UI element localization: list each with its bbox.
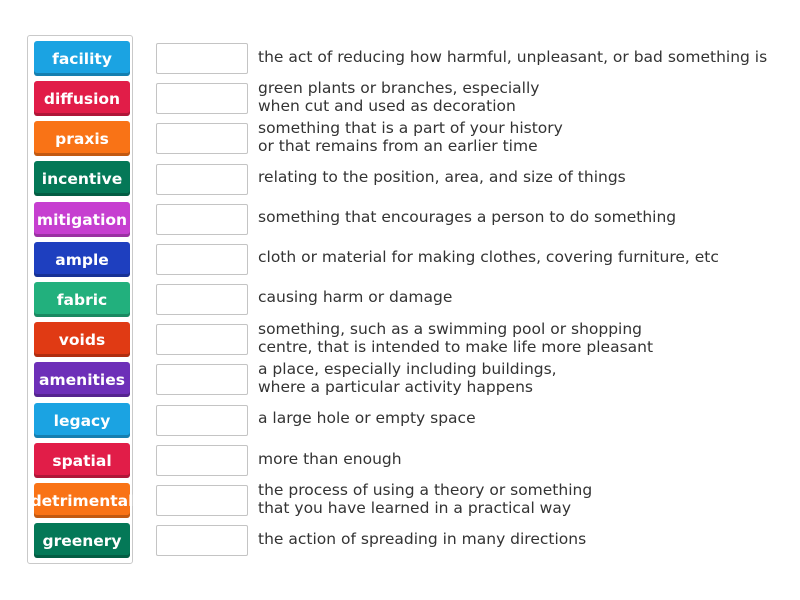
word-tile-legacy[interactable]: legacy [34,403,130,438]
definition-text [258,318,653,358]
answer-slot[interactable] [156,284,248,315]
word-tile-praxis[interactable]: praxis [34,121,130,156]
word-tile-fabric[interactable]: fabric [34,282,130,317]
answer-slot[interactable] [156,123,248,154]
answer-slot[interactable] [156,324,248,355]
definition-line-1: cloth or material for making clothes, covering furniture, etc [258,248,719,266]
definition-text [258,519,586,559]
word-tile-mitigation[interactable]: mitigation [34,202,130,237]
definition-line-1: the action of spreading in many directions [258,530,587,548]
definition-text [258,358,557,398]
word-tile-detrimental[interactable]: detrimental [34,483,130,518]
definition-text [258,157,626,197]
definition-line-1: more than enough [258,450,402,468]
word-tile-spatial[interactable]: spatial [34,443,130,478]
word-tile-diffusion[interactable]: diffusion [34,81,130,116]
definition-text [258,197,676,237]
answer-slot[interactable] [156,244,248,275]
definition-line-1: causing harm or damage [258,288,453,306]
answer-slot[interactable] [156,83,248,114]
definition-line-1: green plants or branches, especially [258,79,540,97]
answer-slot[interactable] [156,485,248,516]
definition-text [258,277,452,317]
word-tile-facility[interactable]: facility [34,41,130,76]
definition-text [258,237,719,277]
definition-line-1: the process of using a theory or something [258,481,593,499]
word-tile-voids[interactable]: voids [34,322,130,357]
definition-line-2: centre, that is intended to make life more pleasant [258,338,654,356]
definition-line-1: a place, especially including buildings, [258,360,557,378]
definition-line-1: a large hole or empty space [258,409,476,427]
definition-text [258,439,402,479]
definition-line-2: when cut and used as decoration [258,97,516,115]
definition-text [258,398,476,438]
answer-slot[interactable] [156,445,248,476]
definition-text [258,77,539,117]
answer-slot[interactable] [156,405,248,436]
word-tile-incentive[interactable]: incentive [34,161,130,196]
word-tile-ample[interactable]: ample [34,242,130,277]
definition-line-2: where a particular activity happens [258,378,533,396]
definition-text [258,37,767,77]
answer-slot[interactable] [156,164,248,195]
definition-line-1: the act of reducing how harmful, unpleasant, or bad something is [258,48,768,66]
word-tile-amenities[interactable]: amenities [34,362,130,397]
answer-slot[interactable] [156,364,248,395]
definition-text [258,117,563,157]
answer-slot[interactable] [156,204,248,235]
answer-slot[interactable] [156,525,248,556]
answer-slot[interactable] [156,43,248,74]
definition-line-2: that you have learned in a practical way [258,499,572,517]
definition-line-1: something that is a part of your history [258,119,563,137]
definition-line-1: something, such as a swimming pool or shopping [258,320,643,338]
word-bank-panel [27,35,133,564]
definition-line-1: relating to the position, area, and size of things [258,168,626,186]
word-tile-greenery[interactable]: greenery [34,523,130,558]
definition-line-2: or that remains from an earlier time [258,137,538,155]
definition-text [258,479,592,519]
definition-line-1: something that encourages a person to do something [258,208,677,226]
